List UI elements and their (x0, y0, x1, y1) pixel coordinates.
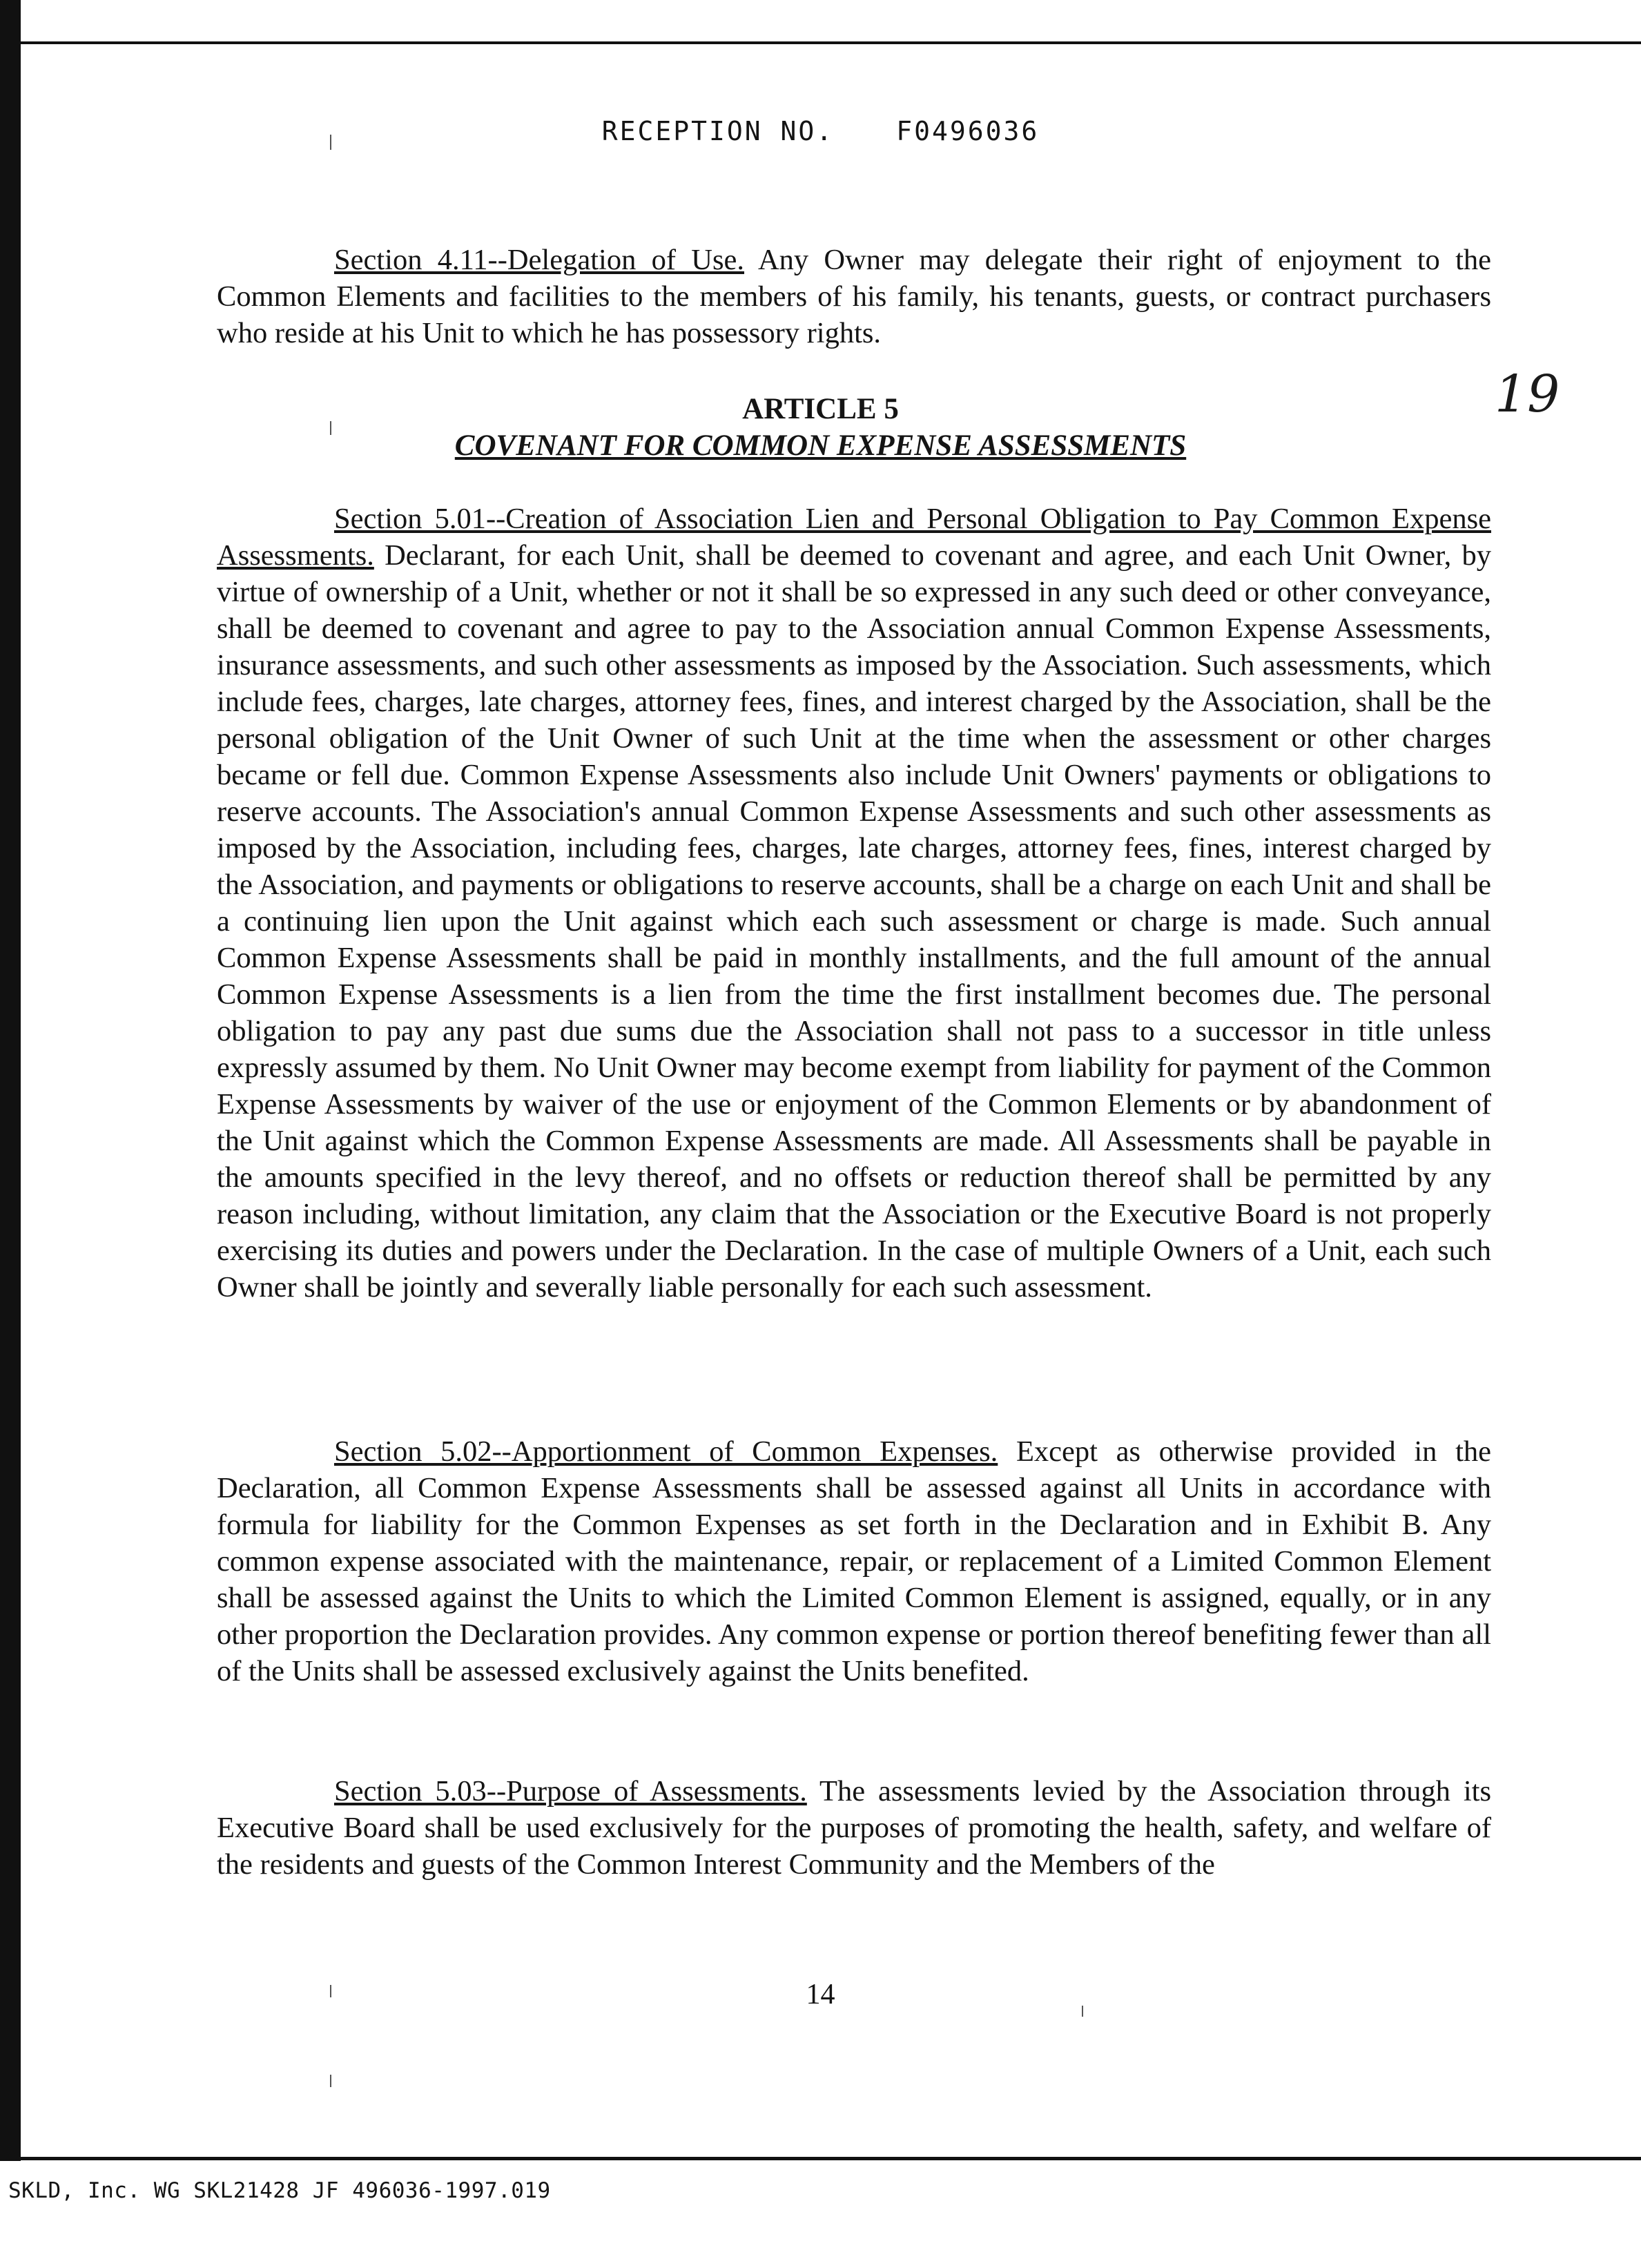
section-body: Any Owner may delegate their right of enjoyment to the Common Elements and facilities to the members of his family, his tenants, guests, or contract purchasers who reside at his Unit to which he has possessory rights. (217, 244, 1491, 349)
footer-document-id: SKLD, Inc. WG SKL21428 JF 496036-1997.019 (8, 2178, 551, 2203)
reception-number: F0496036 (896, 116, 1040, 146)
section-4-11 (217, 242, 1491, 351)
section-body: Declarant, for each Unit, shall be deemed to covenant and agree, and each Unit Owner, by virtue of ownership of a Unit, whether or not it shall be so expressed in any such deed or other conveyance, shall be deemed to covenant and agree to pay to the Association annual Common Expense Assessments, insurance assessments, and such other assessments as imposed by the Association. Such assessments, which include fees, charges, late charges, attorney fees, fines, and interest charged by the Association, shall be the personal obligation of the Unit Owner of such Unit at the time when the assessment or other charges became or fell due. Common Expense Assessments also include Unit Owners' payments or obligations to reserve accounts. The Association's annual Common Expense Assessments and such other assessments as imposed by the Association, including fees, charges, late charges, attorney fees, fines, interest charged by the Association, and payments or obligations to reserve accounts, shall be a charge on each Unit and shall be a continuing lien upon the Unit against which each such assessment or charge is made. Such annual Common Expense Assessments shall be paid in monthly installments, and the full amount of the annual Common Expense Assessments is a lien from the time the first installment becomes due. The personal obligation to pay any past due sums due the Association shall not pass to a successor in title unless expressly assumed by them. No Unit Owner may become exempt from liability for payment of the Common Expense Assessments by waiver of the use or enjoyment of the Common Elements or by abandonment of the Unit against which the Common Expense Assessments are made. All Assessments shall be payable in the amounts specified in the levy thereof, and no offsets or reduction thereof shall be permitted by any reason including, without limitation, any claim that the Association or the Executive Board is not properly exercising its duties and powers under the Declaration. In the case of multiple Owners of a Unit, each such Owner shall be jointly and severally liable personally for each such assessment. (217, 539, 1491, 1303)
scan-bottom-rule (0, 2157, 1641, 2160)
reception-header (0, 116, 1641, 146)
scan-speck (330, 2075, 331, 2087)
section-heading: Section 5.01--Creation of Association Lien and Personal Obligation to Pay Common Expense Assessments. (217, 503, 1491, 572)
article-subtitle: COVENANT FOR COMMON EXPENSE ASSESSMENTS (454, 429, 1187, 462)
section-body: Except as otherwise provided in the Declaration, all Common Expense Assessments shall be assessed against all Units in accordance with formula for liability for the Common Expenses as set forth in the Declaration and in Exhibit B. Any common expense associated with the maintenance, repair, or replacement of a Limited Common Element shall be assessed against the Units to which the Limited Common Element is assigned, equally, or in any other proportion the Declaration provides. Any common expense or portion thereof benefiting fewer than all of the Units shall be assessed exclusively against the Units benefited. (217, 1435, 1491, 1687)
section-heading: Section 4.11--Delegation of Use. (334, 244, 745, 276)
scan-edge-bar (0, 0, 21, 2161)
section-5-02 (217, 1433, 1491, 1689)
section-heading: Section 5.03--Purpose of Assessments. (334, 1775, 807, 1807)
article-title: ARTICLE 5 (742, 393, 899, 425)
reception-label: RECEPTION NO. (601, 116, 835, 146)
section-5-01 (217, 501, 1491, 1306)
handwritten-page-mark: 19 (1495, 365, 1560, 424)
section-body: The assessments levied by the Association through its Executive Board shall be used exclusively for the purposes of promoting the health, safety, and welfare of the residents and guests of the Common Interest Community and the Members of the (217, 1775, 1491, 1881)
section-heading: Section 5.02--Apportionment of Common Expenses. (334, 1435, 998, 1468)
page-number: 14 (806, 1979, 835, 2010)
section-5-03 (217, 1773, 1491, 1883)
scan-top-rule (0, 41, 1641, 44)
